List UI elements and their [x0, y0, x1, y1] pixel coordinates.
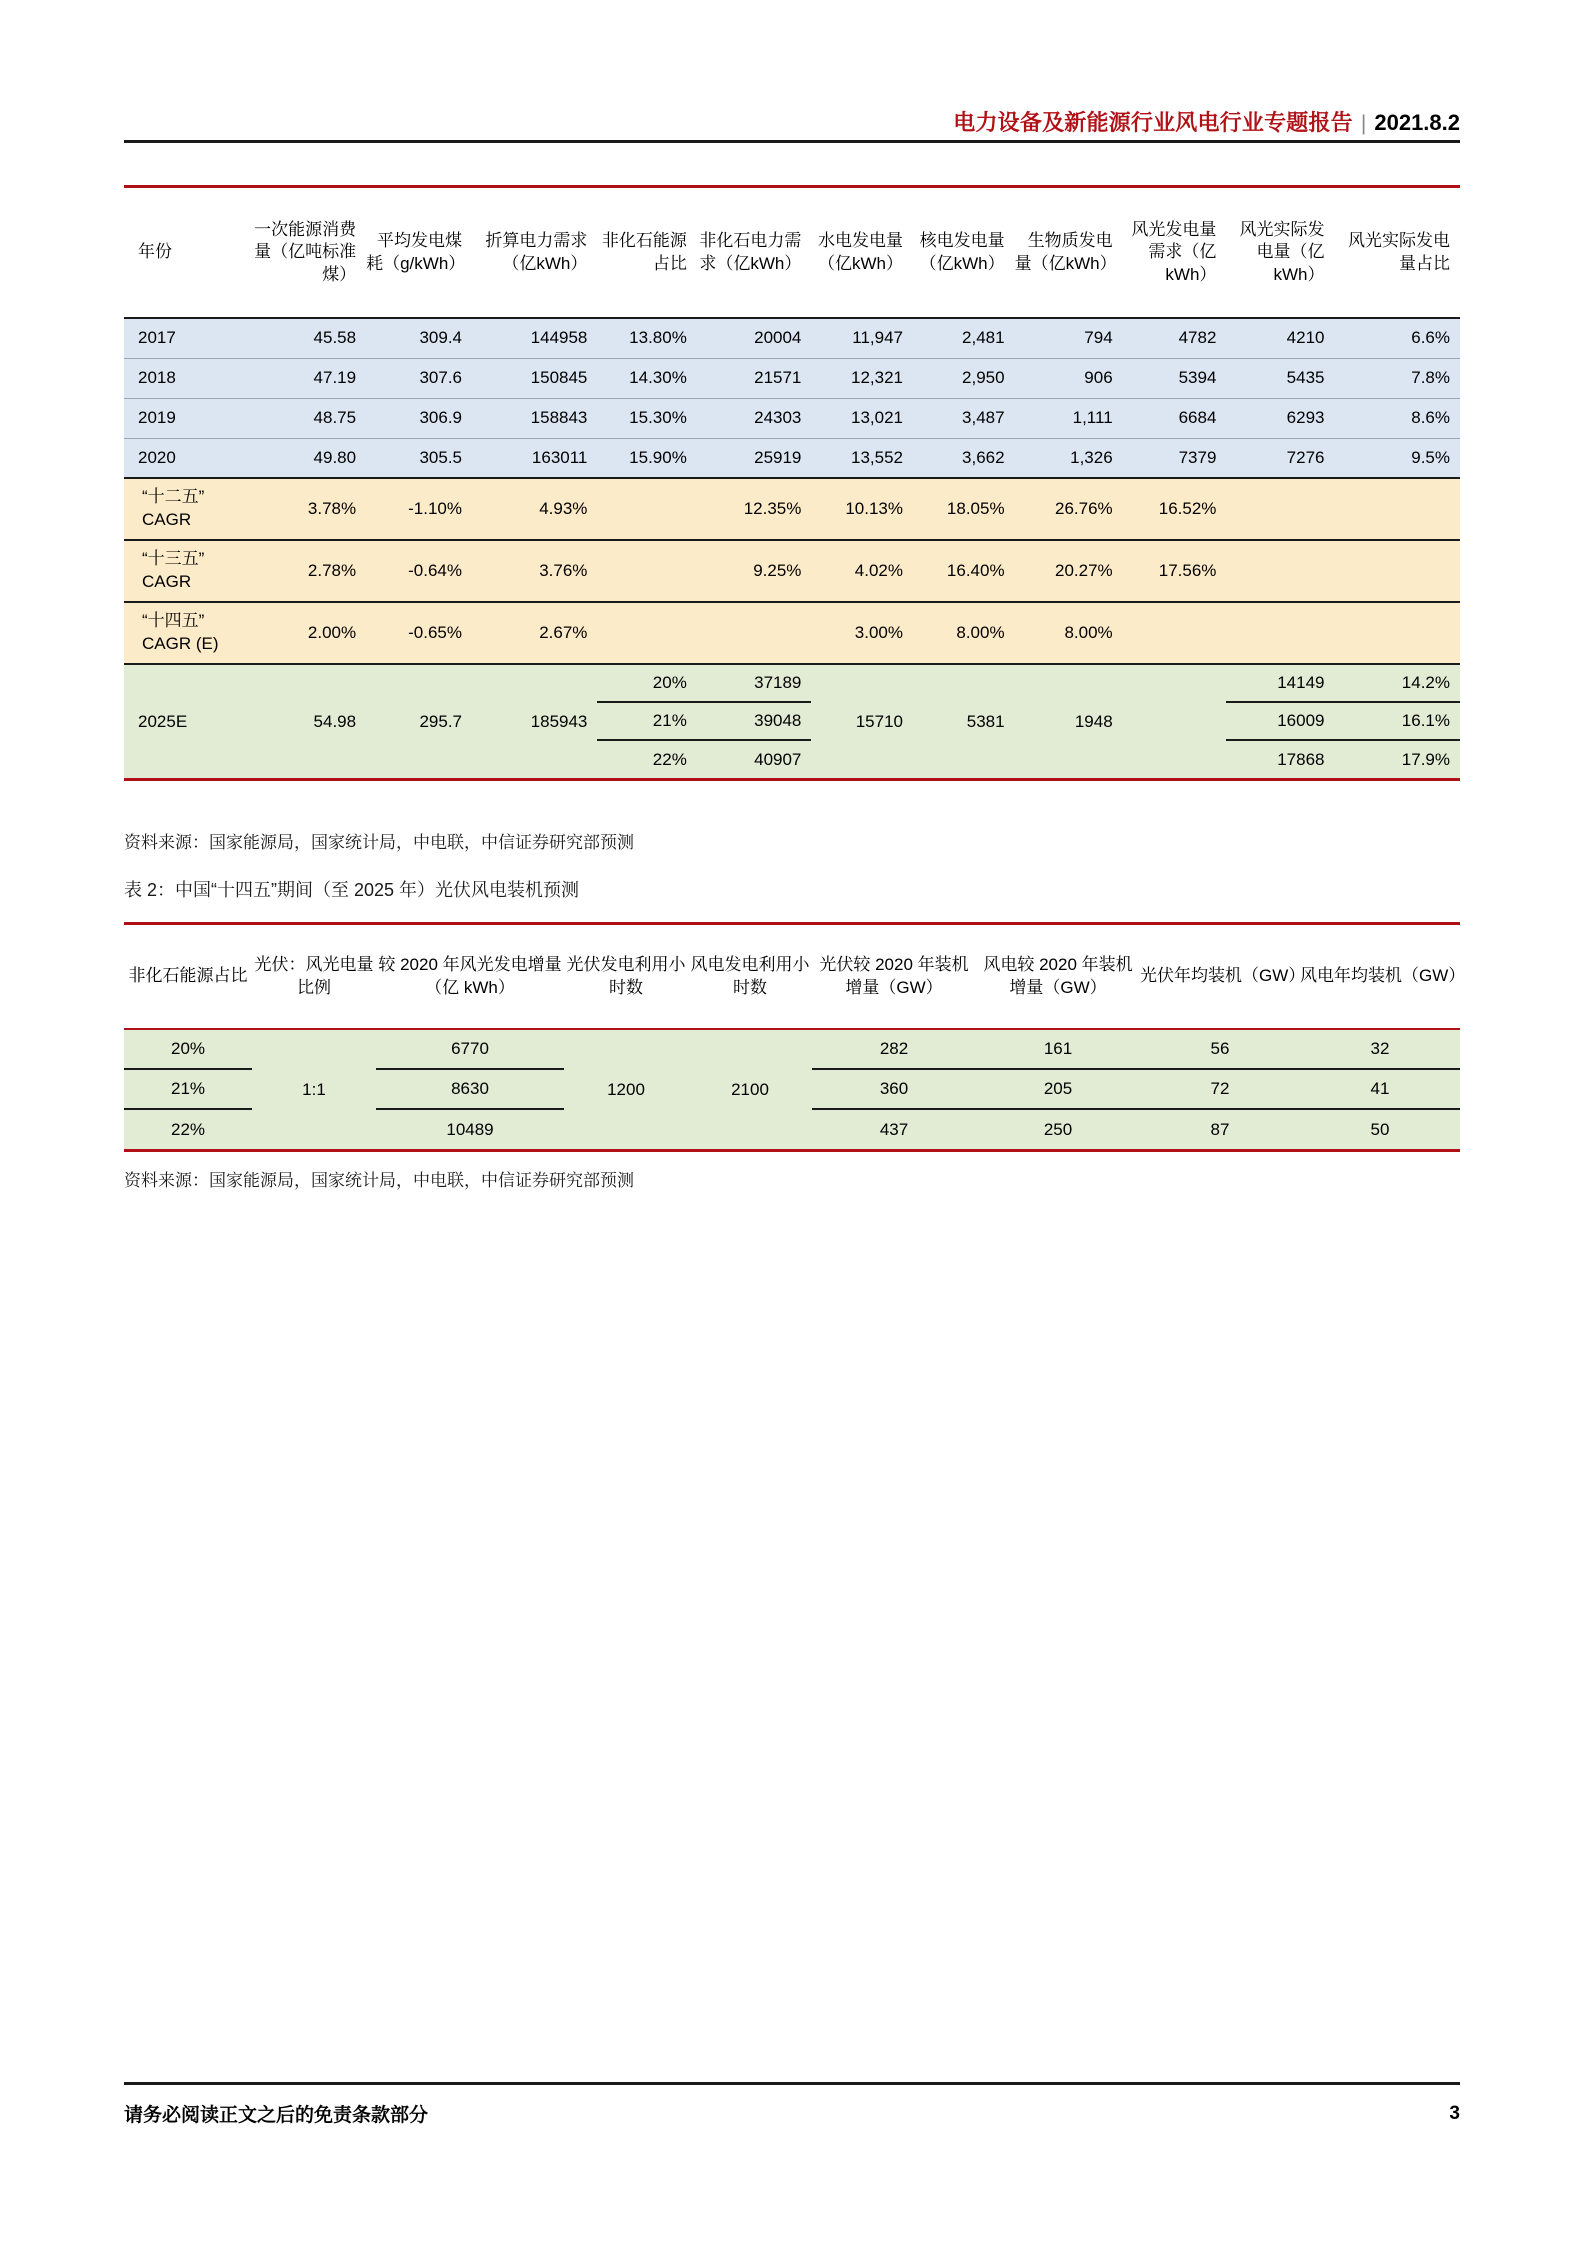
cell-value: 9.5% [1335, 438, 1461, 478]
cell-scenario-share: 21% [597, 702, 696, 740]
cell-value: 4.02% [811, 540, 913, 602]
table-row [124, 1029, 1460, 1069]
th-pv-utilization-hours: 光伏发电利用小时数 [564, 925, 688, 1029]
period-label-line1: “十二五” [142, 487, 205, 507]
cell-wind-capacity-increment: 205 [976, 1069, 1140, 1109]
cell-pv-capacity-increment: 282 [812, 1029, 976, 1069]
table-2-source: 资料来源：国家能源局，国家统计局，中电联，中信证券研究部预测 [124, 1171, 634, 1190]
cell-value: -0.64% [366, 540, 472, 602]
cell-value [597, 540, 696, 602]
cell-value: 307.6 [366, 358, 472, 398]
th-wind-annual-installation: 风电年均装机（GW） [1300, 925, 1460, 1029]
header-separator: | [1360, 112, 1367, 135]
cell-year: 2018 [124, 358, 245, 398]
cell-wind-solar-demand-blank [1123, 664, 1227, 778]
th-pv-wind-ratio: 光伏：风光电量比例 [252, 925, 376, 1029]
cell-value: 3.00% [811, 602, 913, 664]
cell-period-label [124, 540, 245, 602]
cell-value [1335, 478, 1461, 540]
cell-value: 794 [1015, 318, 1123, 358]
cell-value [1226, 478, 1334, 540]
footer-divider [124, 2082, 1460, 2085]
cell-scenario-wind-solar-actual: 17868 [1226, 740, 1334, 778]
cell-value: 48.75 [245, 398, 366, 438]
cell-pv-annual-installation: 56 [1140, 1029, 1300, 1069]
table-2 [124, 925, 1466, 1149]
footer-disclaimer: 请务必阅读正文之后的免责条款部分 [124, 2105, 429, 2126]
cell-value: 13,021 [811, 398, 913, 438]
cell-scenario-nonfossil-power: 39048 [697, 702, 812, 740]
cell-pv-capacity-increment: 360 [812, 1069, 976, 1109]
cell-value: 2.67% [472, 602, 597, 664]
table-1-header-row [124, 188, 1460, 318]
cell-value [1226, 540, 1334, 602]
th-primary-energy: 一次能源消费量（亿吨标准煤） [245, 188, 366, 318]
cell-value: 20.27% [1015, 540, 1123, 602]
cell-value: 47.19 [245, 358, 366, 398]
cell-scenario-wind-solar-share: 14.2% [1335, 664, 1461, 702]
cell-period-label [124, 602, 245, 664]
cell-generation-increment: 8630 [376, 1069, 564, 1109]
cell-power-demand: 185943 [472, 664, 597, 778]
period-label-line2: CAGR [142, 572, 192, 591]
table-1 [124, 188, 1460, 778]
th-wind-solar-share: 风光实际发电量占比 [1335, 188, 1461, 318]
cell-value: 1,111 [1015, 398, 1123, 438]
cell-scenario-share: 20% [124, 1029, 252, 1069]
cell-value [1226, 602, 1334, 664]
cell-year: 2017 [124, 318, 245, 358]
cell-value: 3,662 [913, 438, 1015, 478]
cell-wind-annual-installation: 50 [1300, 1109, 1460, 1149]
table-row [124, 318, 1460, 358]
th-power-demand: 折算电力需求（亿kWh） [472, 188, 597, 318]
cell-scenario-wind-solar-share: 17.9% [1335, 740, 1461, 778]
th-hydro: 水电发电量（亿kWh） [811, 188, 913, 318]
cell-biomass: 1948 [1015, 664, 1123, 778]
cell-value: 8.00% [913, 602, 1015, 664]
cell-value: 17.56% [1123, 540, 1227, 602]
cell-scenario-nonfossil-power: 37189 [697, 664, 812, 702]
cell-value: 2.78% [245, 540, 366, 602]
cell-value: 163011 [472, 438, 597, 478]
cell-value: 16.52% [1123, 478, 1227, 540]
cell-value: 16.40% [913, 540, 1015, 602]
cell-value: 2,950 [913, 358, 1015, 398]
cell-value: 21571 [697, 358, 812, 398]
cell-value: 4782 [1123, 318, 1227, 358]
table-row [124, 478, 1460, 540]
cell-value: 4210 [1226, 318, 1334, 358]
cell-scenario-wind-solar-actual: 16009 [1226, 702, 1334, 740]
cell-value: 25919 [697, 438, 812, 478]
table-1-bottom-border [124, 778, 1460, 781]
cell-value: 8.6% [1335, 398, 1461, 438]
cell-value: 45.58 [245, 318, 366, 358]
cell-wind-annual-installation: 41 [1300, 1069, 1460, 1109]
page-footer [124, 2100, 1460, 2127]
cell-value: 7379 [1123, 438, 1227, 478]
table-2-bottom-border [124, 1149, 1460, 1152]
cell-pv-annual-installation: 72 [1140, 1069, 1300, 1109]
cell-pv-utilization-hours: 1200 [564, 1029, 688, 1149]
th-generation-increment: 较 2020 年风光发电增量（亿 kWh） [376, 925, 564, 1029]
cell-year: 2019 [124, 398, 245, 438]
cell-value: 6684 [1123, 398, 1227, 438]
cell-value: 305.5 [366, 438, 472, 478]
table-2-body [124, 1029, 1460, 1149]
cell-generation-increment: 6770 [376, 1029, 564, 1069]
th-wind-solar-demand: 风光发电量需求（亿kWh） [1123, 188, 1227, 318]
cell-scenario-share: 22% [124, 1109, 252, 1149]
cell-wind-capacity-increment: 250 [976, 1109, 1140, 1149]
cell-value: 306.9 [366, 398, 472, 438]
cell-scenario-wind-solar-actual: 14149 [1226, 664, 1334, 702]
th-nuclear: 核电发电量（亿kWh） [913, 188, 1015, 318]
table-row [124, 438, 1460, 478]
header-divider [124, 140, 1460, 143]
cell-pv-capacity-increment: 437 [812, 1109, 976, 1149]
cell-value: 6.6% [1335, 318, 1461, 358]
period-label-line2: CAGR [142, 510, 192, 529]
table-1-source: 资料来源：国家能源局，国家统计局，中电联，中信证券研究部预测 [124, 833, 634, 852]
table-1-energy-forecast [124, 185, 1460, 781]
th-pv-annual-installation: 光伏年均装机（GW） [1140, 925, 1300, 1029]
cell-hydro: 15710 [811, 664, 913, 778]
cell-wind-utilization-hours: 2100 [688, 1029, 812, 1149]
report-date: 2021.8.2 [1374, 110, 1460, 135]
cell-scenario-nonfossil-power: 40907 [697, 740, 812, 778]
cell-value: 15.30% [597, 398, 696, 438]
table-row-forecast [124, 664, 1460, 702]
cell-value: 144958 [472, 318, 597, 358]
th-wind-utilization-hours: 风电发电利用小时数 [688, 925, 812, 1029]
page-number: 3 [1449, 2102, 1460, 2124]
cell-pv-wind-ratio: 1:1 [252, 1029, 376, 1149]
cell-coal-rate: 295.7 [366, 664, 472, 778]
cell-value: 20004 [697, 318, 812, 358]
cell-value: -0.65% [366, 602, 472, 664]
cell-scenario-share: 21% [124, 1069, 252, 1109]
cell-value: 11,947 [811, 318, 913, 358]
cell-wind-annual-installation: 32 [1300, 1029, 1460, 1069]
table-2-header-row [124, 925, 1460, 1029]
report-title: 电力设备及新能源行业风电行业专题报告 [953, 110, 1353, 135]
cell-value: 7276 [1226, 438, 1334, 478]
cell-value: 3.76% [472, 540, 597, 602]
cell-value: 26.76% [1015, 478, 1123, 540]
cell-value: 6293 [1226, 398, 1334, 438]
cell-value: 158843 [472, 398, 597, 438]
cell-value [1335, 602, 1461, 664]
cell-scenario-wind-solar-share: 16.1% [1335, 702, 1461, 740]
th-nonfossil-power-demand: 非化石电力需求（亿kWh） [697, 188, 812, 318]
cell-value: 906 [1015, 358, 1123, 398]
cell-year: 2025E [124, 664, 245, 778]
cell-value [697, 602, 812, 664]
cell-year: 2020 [124, 438, 245, 478]
cell-value: 2.00% [245, 602, 366, 664]
cell-value [597, 602, 696, 664]
cell-value: 12.35% [697, 478, 812, 540]
cell-pv-annual-installation: 87 [1140, 1109, 1300, 1149]
cell-value: 2,481 [913, 318, 1015, 358]
cell-value: 7.8% [1335, 358, 1461, 398]
th-pv-capacity-increment: 光伏较 2020 年装机增量（GW） [812, 925, 976, 1029]
cell-value: 18.05% [913, 478, 1015, 540]
th-coal-rate: 平均发电煤耗（g/kWh） [366, 188, 472, 318]
table-2-caption: 表 2：中国“十四五”期间（至 2025 年）光伏风电装机预测 [124, 880, 580, 900]
cell-value [1335, 540, 1461, 602]
table-row [124, 602, 1460, 664]
cell-value: 14.30% [597, 358, 696, 398]
cell-value: 24303 [697, 398, 812, 438]
table-row [124, 398, 1460, 438]
cell-wind-capacity-increment: 161 [976, 1029, 1140, 1069]
cell-value: 4.93% [472, 478, 597, 540]
period-label-line1: “十四五” [142, 611, 205, 631]
cell-value: 8.00% [1015, 602, 1123, 664]
cell-value: 3,487 [913, 398, 1015, 438]
th-year: 年份 [124, 188, 245, 318]
cell-scenario-share: 20% [597, 664, 696, 702]
cell-value: 1,326 [1015, 438, 1123, 478]
cell-value: 150845 [472, 358, 597, 398]
table-1-body [124, 318, 1460, 778]
cell-value: 13,552 [811, 438, 913, 478]
cell-primary-energy: 54.98 [245, 664, 366, 778]
cell-value [597, 478, 696, 540]
cell-period-label [124, 478, 245, 540]
cell-value: 15.90% [597, 438, 696, 478]
cell-nuclear: 5381 [913, 664, 1015, 778]
table-2-pv-wind-installation-forecast [124, 922, 1466, 1152]
cell-value: 13.80% [597, 318, 696, 358]
cell-value: 3.78% [245, 478, 366, 540]
cell-value: 12,321 [811, 358, 913, 398]
th-wind-solar-actual: 风光实际发电量（亿kWh） [1226, 188, 1334, 318]
period-label-line2: CAGR (E) [142, 634, 219, 653]
cell-value: 5435 [1226, 358, 1334, 398]
cell-value: 10.13% [811, 478, 913, 540]
cell-generation-increment: 10489 [376, 1109, 564, 1149]
period-label-line1: “十三五” [142, 549, 205, 569]
table-row [124, 540, 1460, 602]
table-row [124, 358, 1460, 398]
cell-value [1123, 602, 1227, 664]
th-nonfossil-share: 非化石能源占比 [124, 925, 252, 1029]
cell-value: 5394 [1123, 358, 1227, 398]
cell-value: 9.25% [697, 540, 812, 602]
page-header [124, 86, 1460, 134]
th-biomass: 生物质发电量（亿kWh） [1015, 188, 1123, 318]
cell-value: -1.10% [366, 478, 472, 540]
cell-value: 49.80 [245, 438, 366, 478]
cell-scenario-share: 22% [597, 740, 696, 778]
cell-value: 309.4 [366, 318, 472, 358]
th-nonfossil-share: 非化石能源占比 [597, 188, 696, 318]
th-wind-capacity-increment: 风电较 2020 年装机增量（GW） [976, 925, 1140, 1029]
